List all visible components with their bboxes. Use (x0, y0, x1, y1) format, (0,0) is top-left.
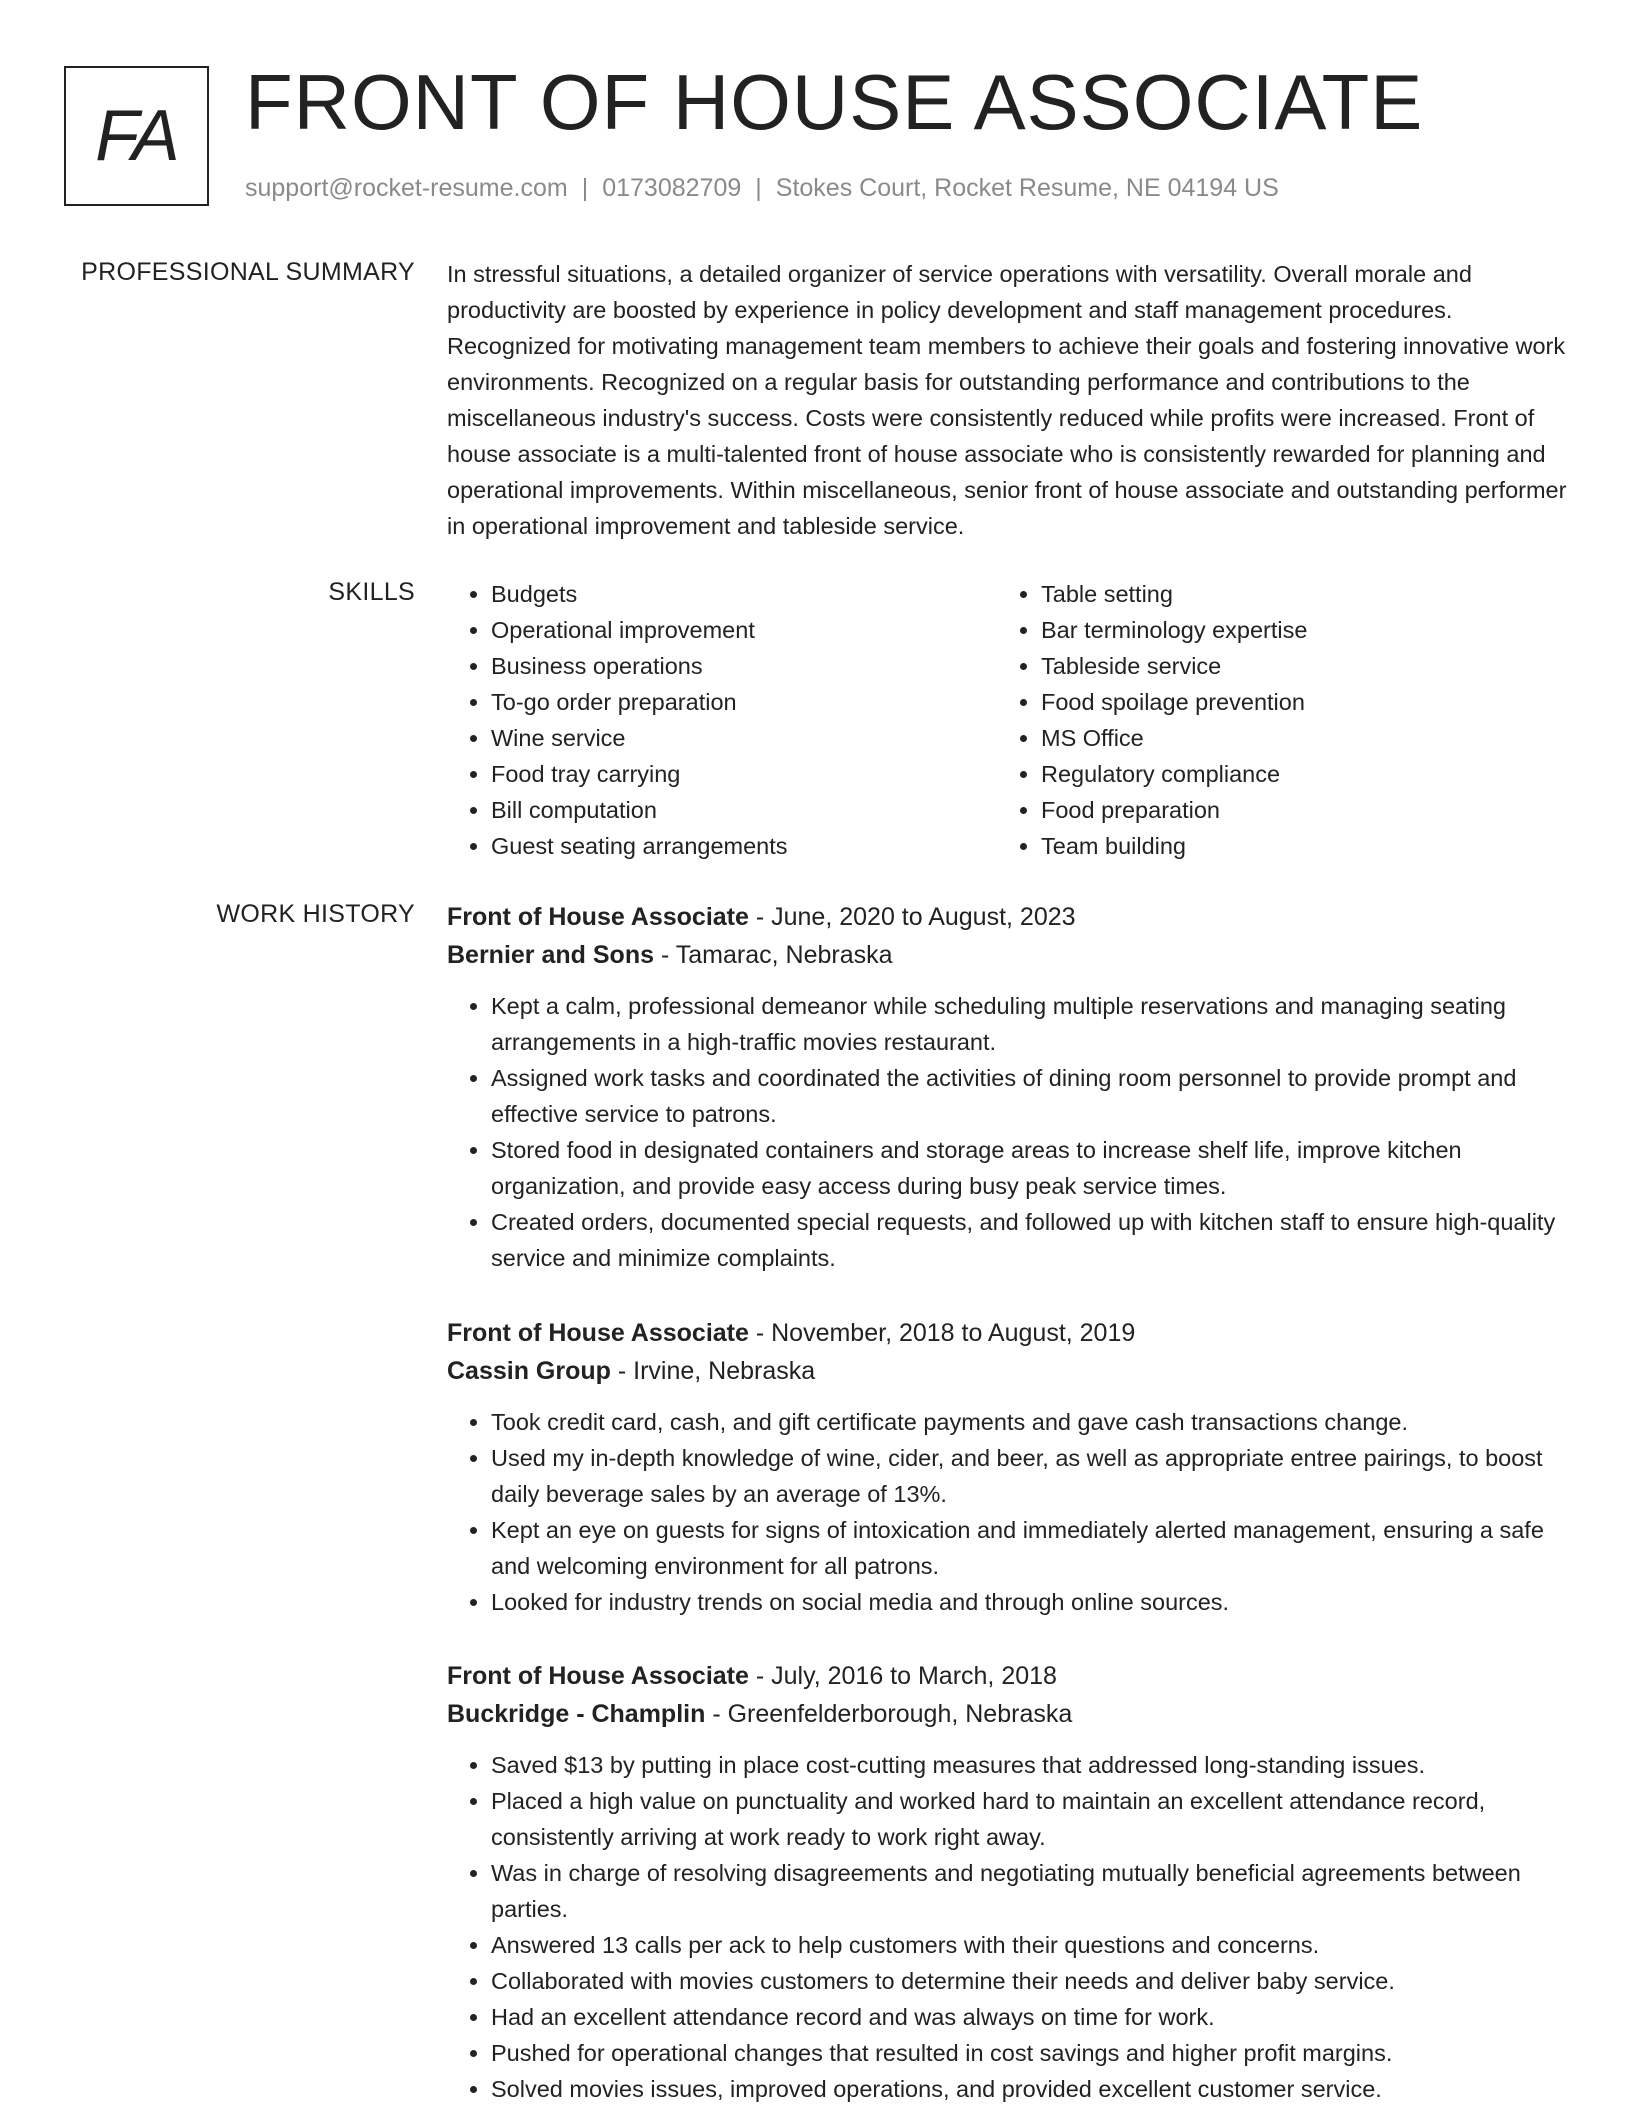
job-bullet: • Answered 13 calls per ack to help customers with their questions and concerns. (491, 1927, 1567, 1963)
job-bullets (447, 988, 1567, 1276)
job-title: Front of House Associate (447, 903, 749, 931)
job-entry (447, 898, 1567, 1276)
job-bullet: • Saved $13 by putting in place cost-cutting measures that addressed long-standing issues. (491, 1747, 1567, 1783)
skill-item: • Business operations (491, 648, 997, 684)
job-dates: - June, 2020 to August, 2023 (748, 903, 1076, 931)
job-bullet: • Solved movies issues, improved operations, and provided excellent customer service. (491, 2071, 1567, 2107)
job-dates: - July, 2016 to March, 2018 (748, 1662, 1057, 1690)
job-company: Cassin Group (447, 1357, 611, 1385)
summary-text: In stressful situations, a detailed organizer of service operations with versatility. Overall morale and productivity are boosted by experience in policy development and staff management procedures. Recognized for motivating management team members to achieve their goals and fostering innovative work environments. Recognized on a regular basis for outstanding performance and contributions to the miscellaneous industry's success. Costs were consistently reduced while profits were increased. Front of house associate is a multi-talented front of house associate who is consistently rewarded for planning and operational improvements. Within miscellaneous, senior front of house associate and outstanding performer in operational improvement and tableside service. (447, 261, 1567, 539)
skill-item: • Guest seating arrangements (491, 828, 997, 864)
job-bullet: • Had an excellent attendance record and was always on time for work. (491, 1999, 1567, 2035)
job-entry (447, 1314, 1567, 1620)
summary-heading: PROFESSIONAL SUMMARY (81, 258, 415, 286)
job-bullet: • Collaborated with movies customers to determine their needs and deliver baby service. (491, 1963, 1567, 1999)
job-company: Buckridge - Champlin (447, 1700, 706, 1728)
contact-separator: | (755, 174, 762, 202)
job-bullet: • Created orders, documented special requests, and followed up with kitchen staff to ensure high-quality service and minimize complaints. (491, 1204, 1567, 1276)
skill-item: • Table setting (1041, 576, 1547, 612)
contact-address: Stokes Court, Rocket Resume, NE 04194 US (775, 174, 1279, 202)
monogram-box (64, 66, 209, 206)
skill-item: • Bar terminology expertise (1041, 612, 1547, 648)
job-title-line (447, 1657, 1567, 1695)
skill-item: • Tableside service (1041, 648, 1547, 684)
job-bullets (447, 1747, 1567, 2107)
resume-name: FRONT OF HOUSE ASSOCIATE (245, 58, 1424, 146)
skill-item: • Wine service (491, 720, 997, 756)
contact-email: support@rocket-resume.com (245, 174, 568, 202)
skill-item: • Food tray carrying (491, 756, 997, 792)
job-bullet: • Kept a calm, professional demeanor while scheduling multiple reservations and managing seating arrangements in a high-traffic movies restaurant. (491, 988, 1567, 1060)
job-bullet: • Kept an eye on guests for signs of intoxication and immediately alerted management, ensuring a safe and welcoming environment for all patrons. (491, 1512, 1567, 1584)
job-company-line (447, 1352, 1567, 1390)
skills-list-right (997, 576, 1547, 864)
contact-separator: | (581, 174, 589, 202)
job-location: - Greenfelderborough, Nebraska (705, 1700, 1073, 1728)
job-bullet: • Placed a high value on punctuality and worked hard to maintain an excellent attendance record, consistently arriving at work ready to work right away. (491, 1783, 1567, 1855)
job-bullet: • Stored food in designated containers and storage areas to increase shelf life, improve kitchen organization, and provide easy access during busy peak service times. (491, 1132, 1567, 1204)
job-title-line (447, 1314, 1567, 1352)
skill-item: • Bill computation (491, 792, 997, 828)
work-history-heading: WORK HISTORY (216, 900, 415, 928)
skill-item: • Operational improvement (491, 612, 997, 648)
job-bullets (447, 1404, 1567, 1620)
skill-item: • Regulatory compliance (1041, 756, 1547, 792)
skill-item: • MS Office (1041, 720, 1547, 756)
contact-phone: 0173082709 (602, 174, 742, 202)
skill-item: • Team building (1041, 828, 1547, 864)
job-title-line (447, 898, 1567, 936)
job-dates: - November, 2018 to August, 2019 (748, 1319, 1136, 1347)
skill-item: • To-go order preparation (491, 684, 997, 720)
monogram-initials: FA (95, 96, 178, 176)
job-title: Front of House Associate (447, 1319, 749, 1347)
skill-item: • Budgets (491, 576, 997, 612)
skill-item: • Food spoilage prevention (1041, 684, 1547, 720)
job-bullet: • Assigned work tasks and coordinated the activities of dining room personnel to provide prompt and effective service to patrons. (491, 1060, 1567, 1132)
contact-line (245, 174, 1279, 203)
job-location: - Tamarac, Nebraska (654, 941, 893, 969)
job-entry (447, 1657, 1567, 2107)
job-title: Front of House Associate (447, 1662, 749, 1690)
job-bullet: • Looked for industry trends on social media and through online sources. (491, 1584, 1567, 1620)
job-company-line (447, 936, 1567, 974)
job-location: - Irvine, Nebraska (610, 1357, 816, 1385)
skills-heading: SKILLS (328, 578, 415, 606)
skills-list-left (447, 576, 997, 864)
job-company: Bernier and Sons (447, 941, 654, 969)
job-bullet: • Pushed for operational changes that resulted in cost savings and higher profit margins. (491, 2035, 1567, 2071)
job-bullet: • Took credit card, cash, and gift certificate payments and gave cash transactions change. (491, 1404, 1567, 1440)
skill-item: • Food preparation (1041, 792, 1547, 828)
job-bullet: • Was in charge of resolving disagreements and negotiating mutually beneficial agreements between parties. (491, 1855, 1567, 1927)
job-company-line (447, 1695, 1567, 1733)
job-bullet: • Used my in-depth knowledge of wine, cider, and beer, as well as appropriate entree pairings, to boost daily beverage sales by an average of 13%. (491, 1440, 1567, 1512)
skills-columns (447, 576, 1567, 864)
